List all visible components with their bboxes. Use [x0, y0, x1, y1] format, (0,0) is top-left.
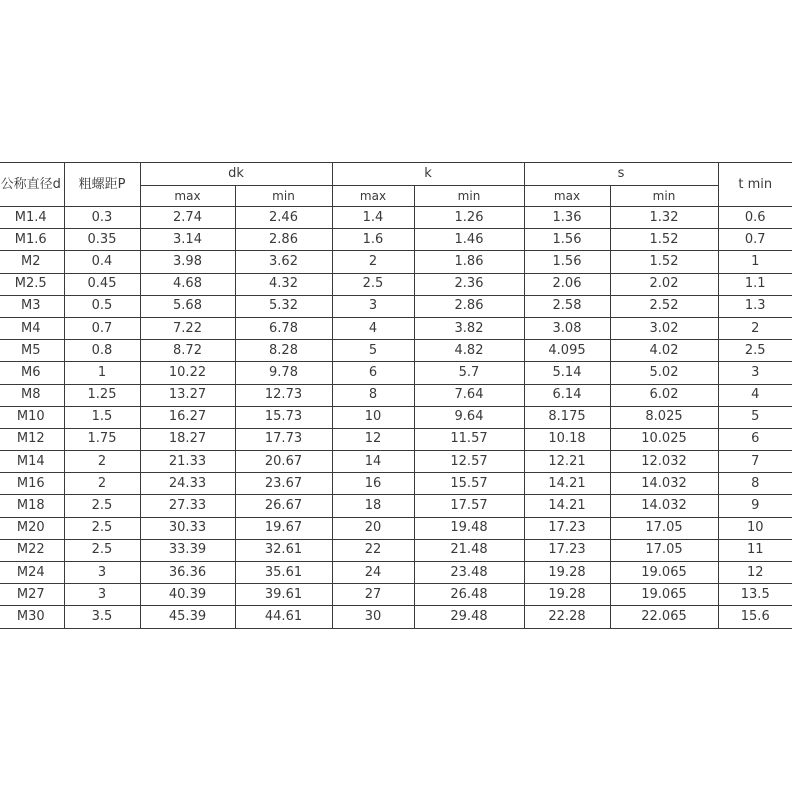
- cell-k-max: 2.5: [332, 273, 414, 295]
- table-row: [0, 340, 792, 362]
- cell-s-max: 8.175: [524, 406, 610, 428]
- header-s: s: [524, 163, 718, 186]
- cell-t-min: 8: [718, 473, 792, 495]
- table-row: [0, 562, 792, 584]
- cell-k-max: 24: [332, 562, 414, 584]
- cell-s-min: 12.032: [610, 451, 718, 473]
- cell-t-min: 6: [718, 428, 792, 450]
- cell-k-min: 15.57: [414, 473, 524, 495]
- cell-k-min: 1.86: [414, 251, 524, 273]
- cell-dk-max: 45.39: [140, 606, 235, 628]
- cell-dk-max: 27.33: [140, 495, 235, 517]
- cell-k-max: 12: [332, 428, 414, 450]
- cell-k-min: 23.48: [414, 562, 524, 584]
- cell-coarse-pitch: 3: [64, 562, 140, 584]
- cell-dk-min: 19.67: [235, 517, 332, 539]
- cell-coarse-pitch: 0.7: [64, 317, 140, 339]
- cell-coarse-pitch: 1.25: [64, 384, 140, 406]
- cell-s-min: 2.52: [610, 295, 718, 317]
- cell-s-min: 2.02: [610, 273, 718, 295]
- cell-dk-min: 23.67: [235, 473, 332, 495]
- cell-dk-min: 3.62: [235, 251, 332, 273]
- cell-dk-max: 3.14: [140, 229, 235, 251]
- cell-s-min: 3.02: [610, 317, 718, 339]
- cell-s-min: 19.065: [610, 562, 718, 584]
- cell-s-max: 17.23: [524, 517, 610, 539]
- cell-t-min: 15.6: [718, 606, 792, 628]
- cell-k-max: 1.6: [332, 229, 414, 251]
- cell-dk-min: 26.67: [235, 495, 332, 517]
- cell-t-min: 0.7: [718, 229, 792, 251]
- cell-nominal-diameter: M8: [0, 384, 64, 406]
- cell-dk-max: 10.22: [140, 362, 235, 384]
- cell-s-max: 1.36: [524, 207, 610, 229]
- cell-k-max: 8: [332, 384, 414, 406]
- cell-k-max: 18: [332, 495, 414, 517]
- cell-k-min: 2.36: [414, 273, 524, 295]
- header-k-max: max: [332, 186, 414, 207]
- cell-nominal-diameter: M30: [0, 606, 64, 628]
- header-row-top: [0, 163, 792, 186]
- cell-nominal-diameter: M5: [0, 340, 64, 362]
- cell-k-min: 1.26: [414, 207, 524, 229]
- table-row: [0, 406, 792, 428]
- cell-dk-min: 32.61: [235, 539, 332, 561]
- cell-dk-max: 33.39: [140, 539, 235, 561]
- cell-nominal-diameter: M2: [0, 251, 64, 273]
- cell-coarse-pitch: 1.5: [64, 406, 140, 428]
- cell-s-max: 1.56: [524, 251, 610, 273]
- cell-t-min: 3: [718, 362, 792, 384]
- cell-k-min: 7.64: [414, 384, 524, 406]
- header-k-min: min: [414, 186, 524, 207]
- cell-nominal-diameter: M12: [0, 428, 64, 450]
- cell-s-min: 1.52: [610, 229, 718, 251]
- cell-nominal-diameter: M1.6: [0, 229, 64, 251]
- table-row: [0, 207, 792, 229]
- cell-s-min: 22.065: [610, 606, 718, 628]
- table-row: [0, 428, 792, 450]
- cell-k-min: 4.82: [414, 340, 524, 362]
- cell-k-max: 1.4: [332, 207, 414, 229]
- cell-k-max: 27: [332, 584, 414, 606]
- cell-dk-max: 18.27: [140, 428, 235, 450]
- cell-dk-min: 2.86: [235, 229, 332, 251]
- cell-dk-min: 8.28: [235, 340, 332, 362]
- cell-nominal-diameter: M6: [0, 362, 64, 384]
- cell-t-min: 4: [718, 384, 792, 406]
- cell-dk-max: 3.98: [140, 251, 235, 273]
- cell-coarse-pitch: 0.8: [64, 340, 140, 362]
- cell-k-max: 5: [332, 340, 414, 362]
- cell-k-min: 3.82: [414, 317, 524, 339]
- table-row: [0, 584, 792, 606]
- cell-s-min: 1.52: [610, 251, 718, 273]
- cell-k-min: 1.46: [414, 229, 524, 251]
- cell-s-max: 10.18: [524, 428, 610, 450]
- cell-coarse-pitch: 2.5: [64, 517, 140, 539]
- table-row: [0, 539, 792, 561]
- table-row: [0, 473, 792, 495]
- cell-coarse-pitch: 0.35: [64, 229, 140, 251]
- cell-s-max: 4.095: [524, 340, 610, 362]
- cell-t-min: 7: [718, 451, 792, 473]
- cell-t-min: 9: [718, 495, 792, 517]
- cell-dk-max: 21.33: [140, 451, 235, 473]
- cell-nominal-diameter: M2.5: [0, 273, 64, 295]
- cell-t-min: 5: [718, 406, 792, 428]
- table-row: [0, 362, 792, 384]
- cell-s-min: 5.02: [610, 362, 718, 384]
- cell-k-max: 20: [332, 517, 414, 539]
- cell-k-min: 29.48: [414, 606, 524, 628]
- cell-s-min: 14.032: [610, 473, 718, 495]
- cell-coarse-pitch: 2.5: [64, 539, 140, 561]
- cell-dk-max: 40.39: [140, 584, 235, 606]
- cell-s-max: 22.28: [524, 606, 610, 628]
- table-row: [0, 273, 792, 295]
- header-nominal-diameter: 公称直径d: [0, 163, 64, 207]
- table-row: [0, 384, 792, 406]
- cell-dk-min: 9.78: [235, 362, 332, 384]
- cell-dk-min: 44.61: [235, 606, 332, 628]
- cell-t-min: 10: [718, 517, 792, 539]
- cell-nominal-diameter: M4: [0, 317, 64, 339]
- cell-nominal-diameter: M22: [0, 539, 64, 561]
- header-dk: dk: [140, 163, 332, 186]
- table-row: [0, 295, 792, 317]
- cell-dk-min: 5.32: [235, 295, 332, 317]
- cell-k-max: 4: [332, 317, 414, 339]
- cell-s-min: 8.025: [610, 406, 718, 428]
- cell-nominal-diameter: M27: [0, 584, 64, 606]
- cell-nominal-diameter: M3: [0, 295, 64, 317]
- cell-dk-min: 17.73: [235, 428, 332, 450]
- cell-coarse-pitch: 0.45: [64, 273, 140, 295]
- cell-s-max: 17.23: [524, 539, 610, 561]
- cell-s-min: 17.05: [610, 517, 718, 539]
- table-row: [0, 229, 792, 251]
- cell-dk-min: 2.46: [235, 207, 332, 229]
- cell-nominal-diameter: M14: [0, 451, 64, 473]
- cell-k-min: 11.57: [414, 428, 524, 450]
- cell-t-min: 12: [718, 562, 792, 584]
- table-row: [0, 317, 792, 339]
- cell-s-max: 14.21: [524, 495, 610, 517]
- table-row: [0, 495, 792, 517]
- header-dk-max: max: [140, 186, 235, 207]
- cell-dk-min: 35.61: [235, 562, 332, 584]
- cell-dk-max: 30.33: [140, 517, 235, 539]
- cell-s-min: 19.065: [610, 584, 718, 606]
- cell-dk-max: 13.27: [140, 384, 235, 406]
- cell-dk-max: 36.36: [140, 562, 235, 584]
- table-row: [0, 451, 792, 473]
- cell-s-max: 2.58: [524, 295, 610, 317]
- cell-nominal-diameter: M16: [0, 473, 64, 495]
- cell-dk-min: 20.67: [235, 451, 332, 473]
- cell-s-max: 19.28: [524, 562, 610, 584]
- cell-dk-min: 4.32: [235, 273, 332, 295]
- cell-dk-max: 16.27: [140, 406, 235, 428]
- cell-dk-max: 2.74: [140, 207, 235, 229]
- cell-nominal-diameter: M20: [0, 517, 64, 539]
- cell-s-min: 1.32: [610, 207, 718, 229]
- cell-nominal-diameter: M10: [0, 406, 64, 428]
- cell-s-max: 14.21: [524, 473, 610, 495]
- header-coarse-pitch: 粗螺距P: [64, 163, 140, 207]
- cell-coarse-pitch: 3: [64, 584, 140, 606]
- cell-coarse-pitch: 0.5: [64, 295, 140, 317]
- cell-k-max: 14: [332, 451, 414, 473]
- cell-s-min: 14.032: [610, 495, 718, 517]
- cell-coarse-pitch: 1: [64, 362, 140, 384]
- cell-s-min: 4.02: [610, 340, 718, 362]
- table-row: [0, 517, 792, 539]
- cell-k-max: 30: [332, 606, 414, 628]
- cell-s-max: 2.06: [524, 273, 610, 295]
- cell-s-max: 1.56: [524, 229, 610, 251]
- cell-dk-min: 6.78: [235, 317, 332, 339]
- cell-dk-max: 5.68: [140, 295, 235, 317]
- cell-coarse-pitch: 2.5: [64, 495, 140, 517]
- cell-coarse-pitch: 0.3: [64, 207, 140, 229]
- cell-s-max: 6.14: [524, 384, 610, 406]
- cell-t-min: 1.3: [718, 295, 792, 317]
- cell-s-max: 3.08: [524, 317, 610, 339]
- cell-t-min: 0.6: [718, 207, 792, 229]
- cell-k-max: 10: [332, 406, 414, 428]
- cell-k-max: 3: [332, 295, 414, 317]
- cell-t-min: 1: [718, 251, 792, 273]
- header-dk-min: min: [235, 186, 332, 207]
- cell-s-max: 19.28: [524, 584, 610, 606]
- cell-coarse-pitch: 3.5: [64, 606, 140, 628]
- screw-dimension-table-container: [0, 162, 800, 632]
- header-t-min: t min: [718, 163, 792, 207]
- cell-nominal-diameter: M18: [0, 495, 64, 517]
- cell-k-max: 16: [332, 473, 414, 495]
- cell-dk-min: 15.73: [235, 406, 332, 428]
- cell-coarse-pitch: 2: [64, 451, 140, 473]
- cell-t-min: 2.5: [718, 340, 792, 362]
- cell-k-min: 21.48: [414, 539, 524, 561]
- cell-k-max: 6: [332, 362, 414, 384]
- header-s-min: min: [610, 186, 718, 207]
- cell-dk-max: 4.68: [140, 273, 235, 295]
- cell-s-min: 10.025: [610, 428, 718, 450]
- cell-k-min: 17.57: [414, 495, 524, 517]
- cell-dk-min: 39.61: [235, 584, 332, 606]
- cell-s-max: 5.14: [524, 362, 610, 384]
- table-body: [0, 207, 792, 629]
- cell-coarse-pitch: 1.75: [64, 428, 140, 450]
- cell-s-min: 17.05: [610, 539, 718, 561]
- cell-k-min: 9.64: [414, 406, 524, 428]
- cell-t-min: 13.5: [718, 584, 792, 606]
- cell-k-min: 5.7: [414, 362, 524, 384]
- header-s-max: max: [524, 186, 610, 207]
- table-row: [0, 251, 792, 273]
- cell-dk-max: 8.72: [140, 340, 235, 362]
- cell-t-min: 11: [718, 539, 792, 561]
- cell-dk-max: 7.22: [140, 317, 235, 339]
- screw-dimension-table: [0, 162, 792, 629]
- cell-t-min: 2: [718, 317, 792, 339]
- cell-dk-max: 24.33: [140, 473, 235, 495]
- cell-k-min: 26.48: [414, 584, 524, 606]
- cell-k-max: 2: [332, 251, 414, 273]
- table-row: [0, 606, 792, 628]
- cell-coarse-pitch: 2: [64, 473, 140, 495]
- cell-dk-min: 12.73: [235, 384, 332, 406]
- cell-nominal-diameter: M24: [0, 562, 64, 584]
- cell-s-max: 12.21: [524, 451, 610, 473]
- cell-k-max: 22: [332, 539, 414, 561]
- header-k: k: [332, 163, 524, 186]
- cell-coarse-pitch: 0.4: [64, 251, 140, 273]
- cell-s-min: 6.02: [610, 384, 718, 406]
- cell-t-min: 1.1: [718, 273, 792, 295]
- cell-nominal-diameter: M1.4: [0, 207, 64, 229]
- cell-k-min: 2.86: [414, 295, 524, 317]
- cell-k-min: 12.57: [414, 451, 524, 473]
- cell-k-min: 19.48: [414, 517, 524, 539]
